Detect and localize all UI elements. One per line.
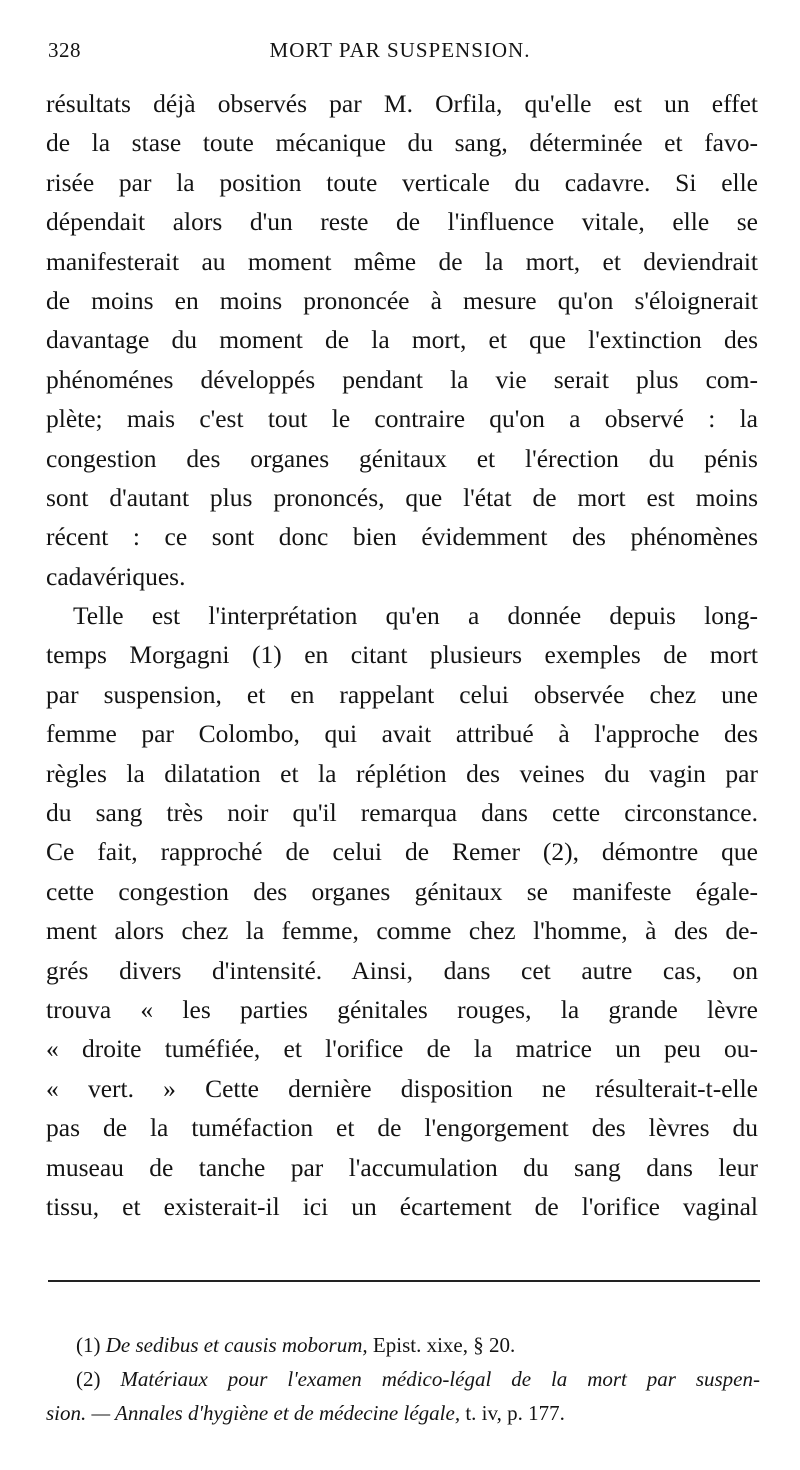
- body-text: [46, 84, 758, 1226]
- text-line: « vert. » Cette dernière disposition ne résulterait-t-elle: [46, 1073, 758, 1103]
- text-line: dépendait alors d'un reste de l'influence vitale, elle se: [46, 207, 758, 237]
- text-line: résultats déjà observés par M. Orfila, qu'elle est un effet: [46, 89, 758, 118]
- text-line: davantage du moment de la mort, et que l'extinction des: [46, 325, 758, 355]
- text-line: par suspension, et en rappelant celui observée chez une: [46, 679, 758, 709]
- text-line: récent : ce sont donc bien évidemment des phénomènes: [46, 522, 758, 552]
- footnote-2-title: Matériaux pour l'examen médico-légal de la mort par suspen-: [120, 1367, 760, 1391]
- footnotes: [46, 1328, 760, 1430]
- footnote-2-line-1: [46, 1362, 760, 1396]
- footnote-2-journal: sion. — Annales d'hygiène et de médecine légale,: [46, 1401, 461, 1425]
- text-line: « droite tuméfiée, et l'orifice de la matrice un peu ou-: [46, 1034, 758, 1064]
- text-line: de moins en moins prononcée à mesure qu'on s'éloignerait: [46, 285, 758, 315]
- text-line: grés divers d'intensité. Ainsi, dans cet autre cas, on: [46, 955, 758, 985]
- text-line: règles la dilatation et la réplétion des veines du vagin par: [46, 758, 758, 788]
- text-line: museau de tanche par l'accumulation du sang dans leur: [46, 1152, 758, 1182]
- page-header: [44, 38, 756, 72]
- footnote-2-line-2: [46, 1396, 760, 1430]
- text-line: de la stase toute mécanique du sang, déterminée et favo-: [46, 128, 758, 158]
- text-line: congestion des organes génitaux et l'érection du pénis: [46, 443, 758, 473]
- footnote-1-reference: Epist. xixe, § 20.: [372, 1333, 516, 1357]
- footnote-1: [46, 1328, 760, 1362]
- paragraph-start-line: Telle est l'interprétation qu'en a donnée depuis long-: [73, 601, 758, 631]
- footnote-2-mark: (2): [76, 1367, 101, 1391]
- text-line: trouva « les parties génitales rouges, la grande lèvre: [46, 994, 758, 1024]
- page-number: 328: [48, 38, 81, 62]
- text-line: plète; mais c'est tout le contraire qu'on a observé : la: [46, 404, 758, 434]
- text-line: sont d'autant plus prononcés, que l'état de mort est moins: [46, 482, 758, 512]
- text-line: cette congestion des organes génitaux se manifeste égale-: [46, 876, 758, 906]
- text-line: pas de la tuméfaction et de l'engorgement des lèvres du: [46, 1113, 758, 1143]
- text-line: temps Morgagni (1) en citant plusieurs exemples de mort: [46, 640, 758, 670]
- footnote-divider: [48, 1280, 760, 1282]
- running-title: MORT PAR SUSPENSION.: [269, 38, 531, 62]
- text-line: risée par la position toute verticale du cadavre. Si elle: [46, 167, 758, 197]
- footnote-2-reference: t. iv, p. 177.: [465, 1401, 565, 1425]
- text-line: phénoménes développés pendant la vie serait plus com-: [46, 364, 758, 394]
- text-line: femme par Colombo, qui avait attribué à l'approche des: [46, 719, 758, 749]
- text-line: manifesterait au moment même de la mort, et deviendrait: [46, 246, 758, 276]
- text-line: ment alors chez la femme, comme chez l'homme, à des de-: [46, 916, 758, 946]
- footnote-1-mark: (1): [76, 1333, 101, 1357]
- text-line: Ce fait, rapproché de celui de Remer (2), démontre que: [46, 837, 758, 867]
- text-line: cadavériques.: [46, 561, 186, 591]
- text-line: tissu, et existerait-il ici un écartement de l'orifice vaginal: [46, 1191, 758, 1221]
- text-line: du sang très noir qu'il remarqua dans cette circonstance.: [46, 798, 758, 828]
- footnote-1-title: De sedibus et causis moborum,: [105, 1333, 368, 1357]
